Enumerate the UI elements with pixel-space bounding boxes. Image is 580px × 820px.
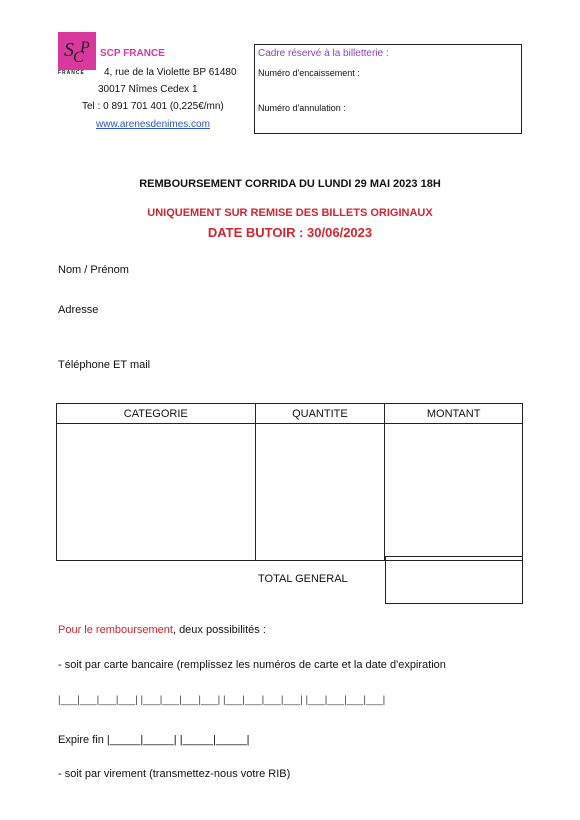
card-option-text: - soit par carte bancaire (remplissez les numéros de carte et la date d'expiration (58, 659, 446, 671)
logo-caption: FRANCE (58, 70, 85, 76)
refund-intro-highlight: Pour le remboursement (58, 624, 173, 636)
phone-number: Tel : 0 891 701 401 (0,225€/mn) (82, 101, 224, 112)
address-line-1: 4, rue de la Violette BP 61480 (104, 67, 237, 78)
category-cell[interactable] (57, 424, 256, 561)
svg-text:P: P (80, 39, 90, 56)
svg-text:C: C (73, 49, 84, 66)
svg-text:S: S (64, 39, 74, 61)
card-number-input[interactable]: |___|___|___|___| |___|___|___|___| |___|___|___|___| |___|___|___|___| (58, 695, 386, 706)
refund-intro (58, 624, 266, 636)
receipt-number-label: Numéro d'encaissement : (258, 68, 360, 78)
contact-field-label: Téléphone ET mail (58, 359, 151, 371)
column-header-amount: MONTANT (385, 404, 523, 424)
expiry-date-input[interactable]: Expire fin |_____|_____| |_____|_____| (58, 734, 250, 746)
table-row (57, 424, 523, 561)
transfer-option-text: - soit par virement (transmettez-nous votre RIB) (58, 768, 291, 780)
ticket-table (56, 403, 523, 561)
column-header-category: CATEGORIE (57, 404, 256, 424)
website-link[interactable]: www.arenesdenimes.com (96, 119, 210, 130)
refund-intro-rest: , deux possibilités : (172, 624, 266, 636)
address-line-2: 30017 Nîmes Cedex 1 (98, 84, 198, 95)
page-title: REMBOURSEMENT CORRIDA DU LUNDI 29 MAI 2023 18H (139, 178, 441, 190)
quantity-cell[interactable] (255, 424, 385, 561)
deadline-notice: DATE BUTOIR : 30/06/2023 (207, 225, 373, 240)
scp-logo (58, 32, 96, 70)
reserved-box-title: Cadre réservé à la billetterie : (258, 48, 389, 59)
address-field-label: Adresse (58, 304, 99, 316)
amount-cell[interactable] (385, 424, 523, 561)
total-label: TOTAL GENERAL (258, 573, 348, 585)
total-amount-box[interactable] (385, 556, 523, 604)
column-header-quantity: QUANTITE (255, 404, 385, 424)
cancellation-number-label: Numéro d'annulation : (258, 103, 346, 113)
original-tickets-notice: UNIQUEMENT SUR REMISE DES BILLETS ORIGINAUX (147, 207, 433, 219)
brand-name: SCP FRANCE (100, 48, 165, 59)
name-field-label: Nom / Prénom (58, 264, 129, 276)
